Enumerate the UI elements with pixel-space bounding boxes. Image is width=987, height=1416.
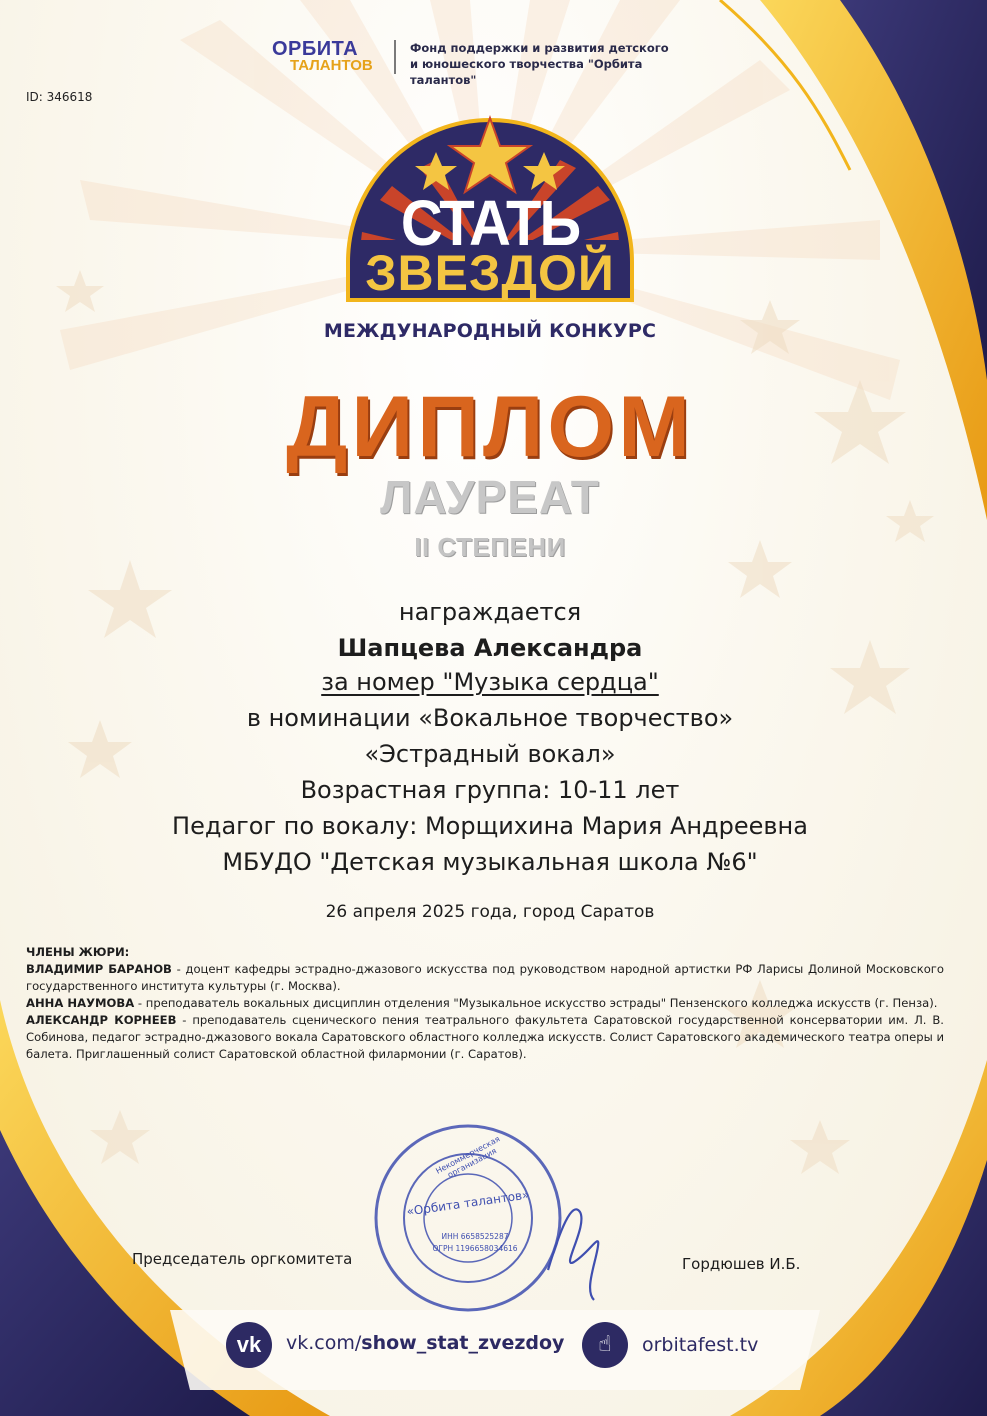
degree-title: II СТЕПЕНИ <box>414 532 566 562</box>
performance-title <box>120 668 860 696</box>
contest-logo-word1: СТАТЬ <box>400 187 580 260</box>
orbita-logo <box>272 38 384 78</box>
stamp-inner: Некоммерческая организация <box>434 1134 502 1180</box>
stamp-inn: ИНН 6658525287 <box>441 1232 509 1241</box>
laureate-title: ЛАУРЕАТ <box>380 471 600 523</box>
date-place: 26 апреля 2025 года, город Саратов <box>325 902 655 922</box>
header-divider <box>394 40 396 74</box>
jury-heading: ЧЛЕНЫ ЖЮРИ: <box>26 945 130 959</box>
stamp-ogrn: ОГРН 1196658034616 <box>432 1244 518 1253</box>
contest-logo-word2: ЗВЕЗДОЙ <box>365 245 615 301</box>
vk-link-handle: show_stat_zvezdoy <box>361 1332 565 1354</box>
vk-icon[interactable]: vk <box>226 1322 272 1368</box>
orbita-logo-top: ОРБИТА <box>272 38 359 60</box>
contest-subtitle: МЕЖДУНАРОДНЫЙ КОНКУРС <box>323 320 657 342</box>
orbita-logo-bottom: ТАЛАНТОВ <box>290 57 373 74</box>
recipient-name: Шапцева Александра <box>337 634 643 662</box>
chairman-name: Гордюшев И.Б. <box>682 1255 801 1273</box>
jury-member <box>26 1012 944 1063</box>
school: МБУДО "Детская музыкальная школа №6" <box>222 848 758 876</box>
jury-member <box>26 961 944 995</box>
chairman-label: Председатель оргкомитета <box>132 1250 353 1268</box>
jury-member-name: АННА НАУМОВА <box>26 996 135 1010</box>
website-link[interactable]: orbitafest.tv <box>642 1334 759 1356</box>
signature-graphic <box>548 1209 598 1300</box>
nomination: в номинации «Вокальное творчество» <box>246 704 734 732</box>
stamp-center: «Орбита талантов» <box>405 1187 531 1219</box>
age-group: Возрастная группа: 10-11 лет <box>300 776 680 804</box>
performance-title-text: за номер "Музыка сердца" <box>321 668 659 696</box>
diploma-title: ДИПЛОМ <box>286 379 694 475</box>
jury-member <box>26 995 944 1012</box>
jury-member-name: АЛЕКСАНДР КОРНЕЕВ <box>26 1013 177 1027</box>
fund-name <box>410 40 710 88</box>
awarded-text: награждается <box>398 598 582 626</box>
document-id: ID: 346618 <box>26 90 93 104</box>
jury-member-name: ВЛАДИМИР БАРАНОВ <box>26 962 172 976</box>
jury-member-desc: - преподаватель сценического пения театрального факультета Саратовской государственной консерватории им. Л. В. Собинова, педагог эстрадно-джазового вокала Саратовского областного колледжа искусств. Солист Саратовского академического театра оперы и балета. Приглашенный солист Саратовской областной филармонии (г. Саратов). <box>26 1013 944 1061</box>
jury-section <box>26 944 944 1063</box>
vk-link-prefix: vk.com/ <box>286 1332 362 1354</box>
fund-line-2: и юношеского творчества "Орбита талантов" <box>410 57 643 87</box>
jury-member-desc: - доцент кафедры эстрадно-джазового искусства под руководством народной артистки РФ Ларисы Долиной Московского государственного института культуры (г. Москва). <box>26 962 944 993</box>
fund-line-1: Фонд поддержки и развития детского <box>410 41 669 55</box>
jury-member-desc: - преподаватель вокальных дисциплин отделения "Музыкальное искусство эстрады" Пензенского колледжа искусств (г. Пенза). <box>134 996 938 1010</box>
vk-link[interactable] <box>286 1332 564 1354</box>
pointer-hand-icon[interactable]: ☝ <box>582 1322 628 1368</box>
teacher: Педагог по вокалу: Морщихина Мария Андреевна <box>172 812 808 840</box>
genre: «Эстрадный вокал» <box>364 740 616 768</box>
